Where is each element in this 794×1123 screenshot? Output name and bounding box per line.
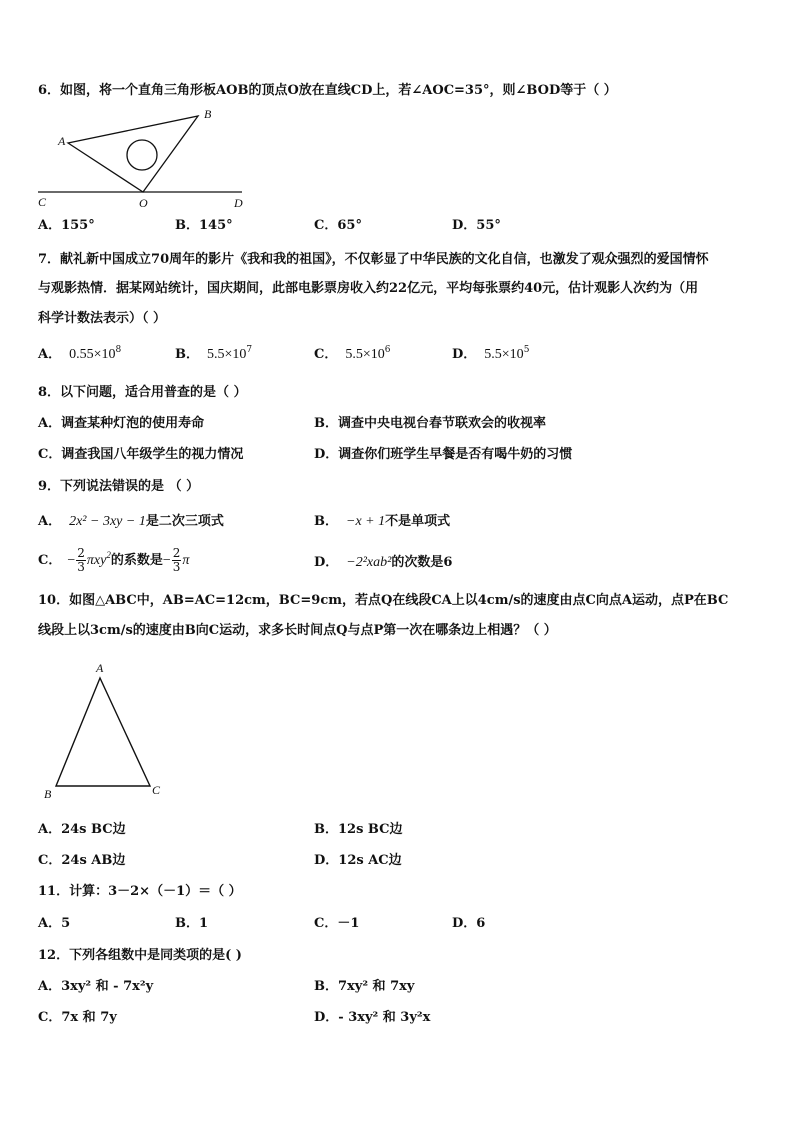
q9-option-c-letter: C． (38, 553, 62, 568)
q6-stem: 6．如图，将一个直角三角形板AOB的顶点O放在直线CD上，若∠AOC=35°，则∠BOD等于（ ） (38, 83, 617, 98)
q8-option-d[interactable]: D．调查你们班学生早餐是否有喝牛奶的习惯 (314, 447, 573, 462)
q6-figure (30, 100, 260, 212)
q9-option-c-text: 的系数是 (110, 553, 163, 568)
q7-option-c[interactable] (314, 346, 391, 364)
label-b: B (44, 787, 52, 801)
q10-figure (36, 658, 168, 804)
q7-option-b-letter: B． (175, 347, 199, 362)
q6-option-d[interactable]: D．55° (452, 218, 501, 233)
label-a: A (58, 134, 66, 148)
q7-option-c-letter: C． (314, 347, 338, 362)
q12-stem: 12．下列各组数中是同类项的是( ) (38, 948, 242, 963)
q10-option-d[interactable]: D．12s AC边 (314, 853, 402, 868)
label-b: B (204, 107, 212, 121)
q9-option-d-letter: D． (314, 555, 339, 570)
q10-stem-line1: 10．如图△ABC中，AB=AC=12cm，BC=9cm，若点Q在线段CA上以4cm/s的速度由点C向点A运动，点P在BC (38, 593, 729, 608)
q7-option-d-letter: D． (452, 347, 477, 362)
q12-option-d[interactable]: D．- 3xy² 和 3y²x (314, 1010, 431, 1025)
q11-option-a[interactable]: A．5 (38, 916, 71, 931)
q7-option-a-base: 0.55×10 (69, 347, 116, 362)
label-o: O (139, 196, 148, 210)
q7-stem-line2: 与观影热情．据某网站统计，国庆期间，此部电影票房收入约22亿元，平均每张票约40元，估计观影人次约为（用 (38, 281, 699, 296)
q9-stem: 9．下列说法错误的是 （ ） (38, 479, 200, 494)
q11-stem: 11．计算：3－2×（－1）＝（ ） (38, 884, 242, 899)
q7-option-a-exp: 8 (115, 345, 122, 355)
q7-stem-line3: 科学计数法表示）（ ） (38, 311, 167, 326)
q7-option-d-base: 5.5×10 (484, 347, 524, 362)
q10-option-c[interactable]: C．24s AB边 (38, 853, 126, 868)
q10-option-a[interactable]: A．24s BC边 (38, 822, 126, 837)
q9-fraction-2-3: $\frac{2}{3}$ (77, 546, 85, 574)
q7-option-a[interactable] (38, 346, 121, 364)
q10-option-b[interactable]: B．12s BC边 (314, 822, 403, 837)
q8-option-b[interactable]: B．调查中央电视台春节联欢会的收视率 (314, 416, 546, 431)
label-a: A (96, 661, 104, 675)
q9-option-d-expr: −2²xab² (346, 555, 392, 570)
q9-option-a-letter: A． (38, 514, 62, 529)
q7-option-c-base: 5.5×10 (345, 347, 385, 362)
q9-option-d-text: 的次数是6 (391, 555, 453, 570)
q9-option-b[interactable] (314, 513, 450, 531)
q12-option-a[interactable]: A．3xy² 和 - 7x²y (38, 979, 154, 994)
q6-option-b[interactable]: B．145° (175, 218, 233, 233)
q8-stem: 8．以下问题，适合用普查的是（ ） (38, 385, 247, 400)
q7-option-b-base: 5.5×10 (207, 347, 247, 362)
q9-option-b-letter: B． (314, 514, 338, 529)
q7-stem-line1: 7．献礼新中国成立70周年的影片《我和我的祖国》，不仅彰显了中华民族的文化自信，也激发了观众强烈的爱国情怀 (38, 252, 709, 267)
label-c: C (38, 195, 47, 209)
q11-option-b[interactable]: B．1 (175, 916, 209, 931)
q9-option-a-text: 是二次三项式 (145, 514, 224, 529)
q7-option-b[interactable] (175, 346, 252, 364)
q9-option-b-expr: −x + 1 (346, 514, 386, 529)
q8-option-c[interactable]: C．调查我国八年级学生的视力情况 (38, 447, 244, 462)
q9-option-c[interactable]: C． − $\frac{2}{3}$ πxy$^2$的系数是− $\frac{2}{3}$ π (38, 546, 190, 574)
label-c: C (152, 783, 161, 797)
q6-option-c[interactable]: C．65° (314, 218, 362, 233)
q9-option-b-text: 不是单项式 (385, 514, 451, 529)
q7-option-a-letter: A． (38, 347, 62, 362)
q10-stem-line2: 线段上以3cm/s的速度由B向C运动，求多长时间点Q与点P第一次在哪条边上相遇？（ ） (38, 623, 557, 638)
q9-option-a-expr: 2x² − 3xy − 1 (69, 514, 146, 529)
q7-option-d[interactable] (452, 346, 529, 364)
triangle-abc (56, 678, 150, 786)
q7-option-c-exp: 6 (384, 345, 391, 355)
q7-option-b-exp: 7 (246, 345, 253, 355)
q11-option-d[interactable]: D．6 (452, 916, 486, 931)
q9-option-d[interactable] (314, 554, 452, 572)
q7-option-d-exp: 5 (523, 345, 530, 355)
q8-option-a[interactable]: A．调查某种灯泡的使用寿命 (38, 416, 205, 431)
q11-option-c[interactable]: C．－1 (314, 916, 360, 931)
q12-option-c[interactable]: C．7x 和 7y (38, 1010, 117, 1025)
q9-option-a[interactable] (38, 513, 224, 531)
q6-option-a[interactable]: A．155° (38, 218, 95, 233)
triangle-aob (68, 116, 198, 192)
triangle-hole (127, 140, 157, 170)
q12-option-b[interactable]: B．7xy² 和 7xy (314, 979, 415, 994)
label-d: D (234, 196, 243, 210)
